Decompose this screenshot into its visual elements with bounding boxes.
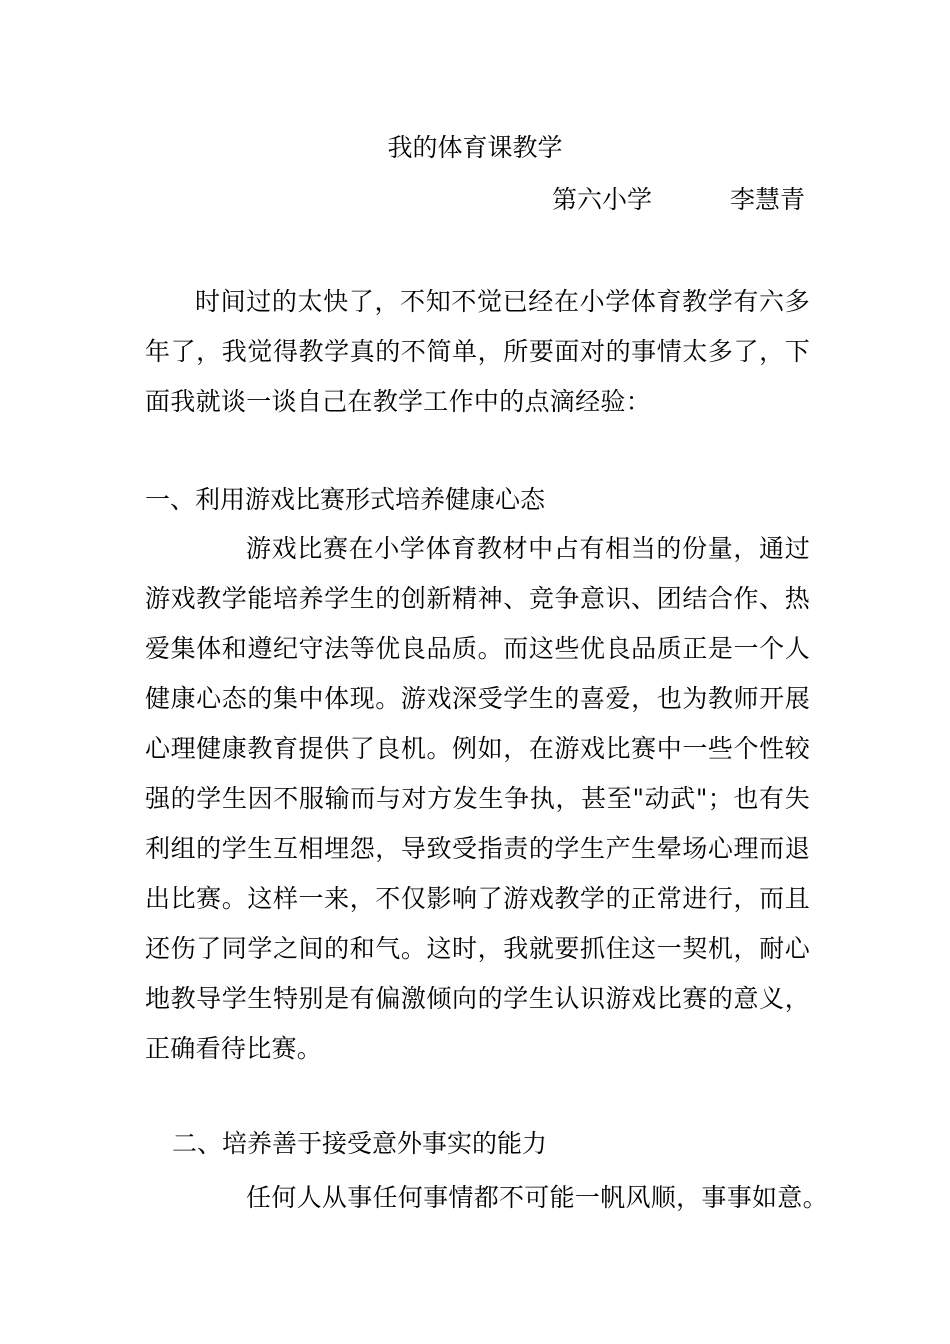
section-heading-1: 一、利用游戏比赛形式培养健康心态 <box>145 485 546 514</box>
byline <box>552 182 805 218</box>
author-name: 李慧青 <box>730 185 806 214</box>
school-name: 第六小学 <box>552 185 653 214</box>
section-heading-2: 二、培养善于接受意外事实的能力 <box>172 1129 548 1158</box>
section-body-1: 游戏比赛在小学体育教材中占有相当的份量，通过游戏教学能培养学生的创新精神、竞争意识、团结合作、热爱集体和遵纪守法等优良品质。而这些优良品质正是一个人健康心态的集中体现。游戏深受学生的喜爱，也为教师开展心理健康教育提供了良机。例如，在游戏比赛中一些个性较强的学生因不服输而与对方发生争执，甚至"动武"；也有失利组的学生互相埋怨，导致受指责的学生产生晕场心理而退出比赛。这样一来，不仅影响了游戏教学的正常进行，而且还伤了同学之间的和气。这时，我就要抓住这一契机，耐心地教导学生特别是有偏激倾向的学生认识游戏比赛的意义，正确看待比赛。 <box>145 534 810 1063</box>
intro-paragraph: 时间过的太快了，不知不觉已经在小学体育教学有六多年了，我觉得教学真的不简单，所要面对的事情太多了，下面我就谈一谈自己在教学工作中的点滴经验： <box>145 287 810 416</box>
section-body-2: 任何人从事任何事情都不可能一帆风顺，事事如意。 <box>246 1183 828 1212</box>
document-title: 我的体育课教学 <box>387 133 563 162</box>
